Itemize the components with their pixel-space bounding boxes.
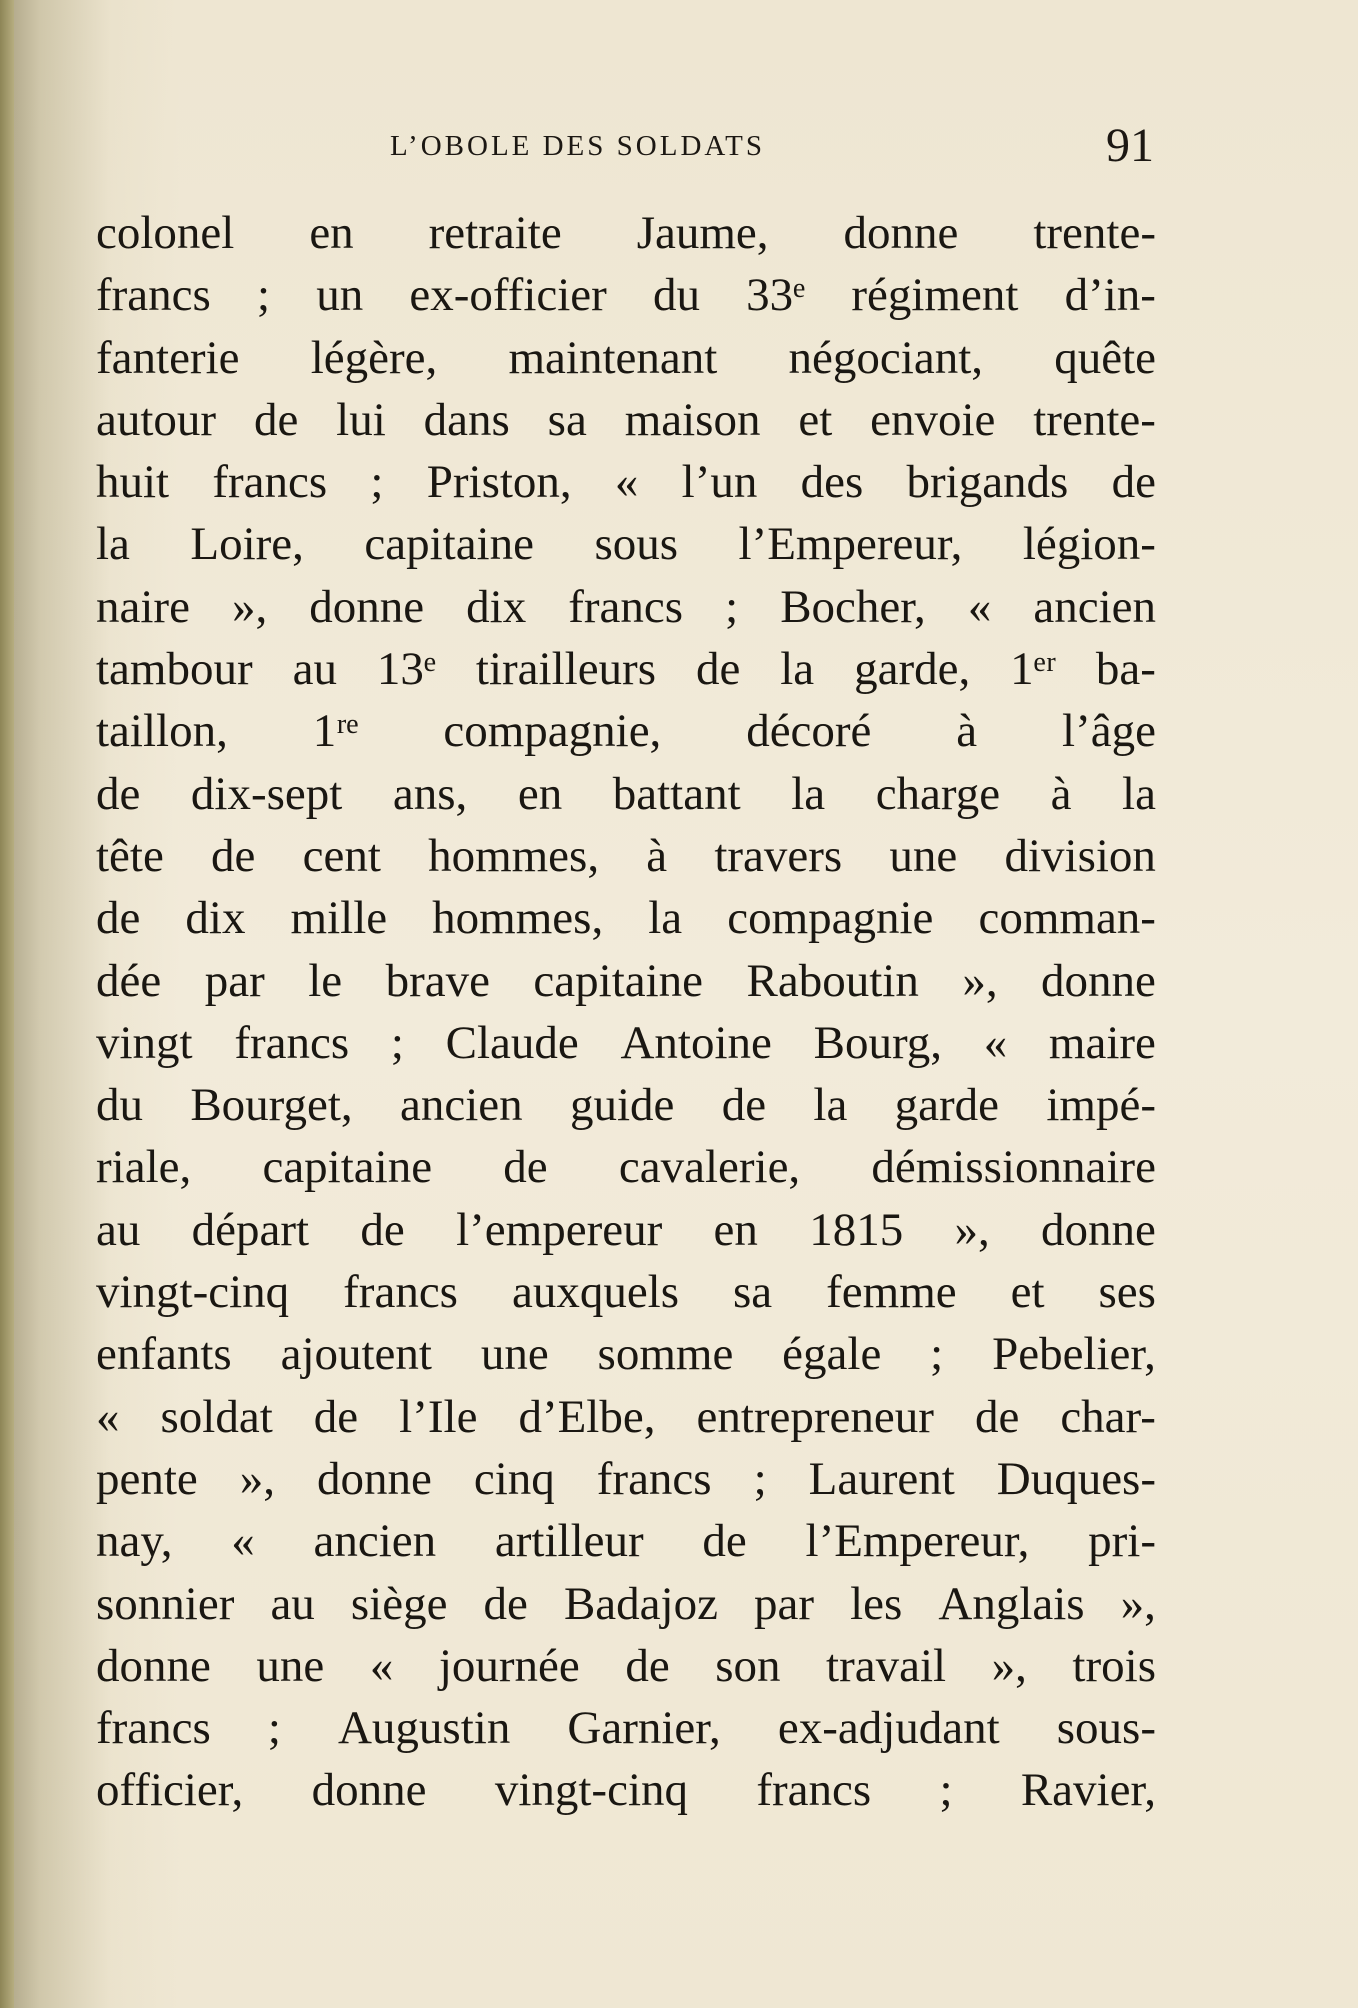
word: légère, — [310, 331, 438, 384]
word: nay, — [96, 1515, 173, 1568]
text-line — [96, 264, 1156, 326]
word: naire — [96, 580, 190, 633]
word: maison — [624, 393, 761, 446]
word: officier, — [96, 1764, 244, 1817]
word: somme — [597, 1328, 734, 1381]
word: d’in- — [1064, 269, 1156, 322]
text-line — [96, 576, 1156, 638]
word: ; — [370, 456, 384, 509]
text-line — [96, 1573, 1156, 1635]
word: départ — [191, 1203, 310, 1256]
word: l’Empereur, — [738, 518, 963, 571]
word: vingt-cinq — [96, 1266, 290, 1319]
word: en — [517, 767, 563, 820]
word: auxquels — [511, 1266, 680, 1319]
word: », — [962, 954, 998, 1007]
word: au — [96, 1203, 141, 1256]
word: une — [480, 1328, 549, 1381]
word: en — [713, 1203, 758, 1256]
word: une — [256, 1639, 325, 1692]
word: donne — [1041, 954, 1156, 1007]
text-line — [96, 513, 1156, 575]
word: sonnier — [96, 1577, 235, 1630]
word: battant — [612, 767, 741, 820]
word: au — [292, 643, 337, 696]
word: », — [1120, 1577, 1156, 1630]
word: capitaine — [364, 518, 534, 571]
word: Loire, — [190, 518, 304, 571]
word: de — [360, 1203, 405, 1256]
word: à — [1050, 767, 1072, 820]
text-line — [96, 1759, 1156, 1821]
word: ex-adjudant — [777, 1702, 1000, 1755]
book-gutter-shadow — [0, 0, 14, 2008]
word: à — [646, 829, 668, 882]
word: d’Elbe, — [518, 1390, 656, 1443]
word: Badajoz — [563, 1577, 718, 1630]
word: mille — [290, 892, 388, 945]
word: « — [231, 1515, 255, 1568]
word: ajoutent — [280, 1328, 432, 1381]
word: dix — [185, 892, 246, 945]
word: légion- — [1022, 518, 1156, 571]
word: les — [850, 1577, 903, 1630]
word: travers — [714, 829, 843, 882]
word: Garnier, — [567, 1702, 721, 1755]
word: ans, — [392, 767, 468, 820]
word: ; — [267, 1702, 281, 1755]
word: sous — [594, 518, 679, 571]
word: donne — [1041, 1203, 1156, 1256]
word: maire — [1048, 1016, 1156, 1069]
word: tirailleurs — [475, 643, 656, 696]
text-line — [96, 950, 1156, 1012]
word: donne — [317, 1452, 432, 1505]
word: pri- — [1088, 1515, 1156, 1568]
word: hommes, — [432, 892, 604, 945]
text-line — [96, 451, 1156, 513]
word: soldat — [160, 1390, 273, 1443]
word: sa — [733, 1266, 773, 1319]
word: la — [1122, 767, 1156, 820]
running-head: L’OBOLE DES SOLDATS — [390, 130, 765, 162]
word: cavalerie, — [618, 1141, 801, 1194]
word: francs — [568, 580, 684, 633]
word: ; — [725, 580, 739, 633]
word: décoré — [746, 705, 872, 758]
word: retraite — [428, 207, 562, 259]
word: 33ᵉ — [746, 269, 806, 322]
word: de — [625, 1639, 670, 1692]
word: ; — [939, 1764, 953, 1817]
word: l’Ile — [399, 1390, 478, 1443]
word: de — [1111, 456, 1156, 509]
word: donne — [96, 1639, 211, 1692]
word: fanterie — [96, 331, 240, 384]
word: Laurent — [808, 1452, 955, 1505]
word: « — [96, 1390, 120, 1443]
word: francs — [596, 1452, 712, 1505]
word: « — [967, 580, 992, 633]
text-line — [96, 1012, 1156, 1074]
word: entrepreneur — [696, 1390, 934, 1443]
word: francs — [343, 1266, 458, 1319]
word: « — [614, 456, 639, 509]
word: cent — [302, 829, 381, 882]
word: la — [780, 643, 815, 696]
word: une — [889, 829, 958, 882]
text-line — [96, 1510, 1156, 1572]
word: et — [1010, 1266, 1045, 1319]
word: donne — [843, 207, 959, 259]
word: », — [231, 580, 268, 633]
word: siège — [350, 1577, 448, 1630]
text-line — [96, 1323, 1156, 1385]
word: sous- — [1056, 1702, 1156, 1755]
word: pente — [96, 1452, 198, 1505]
word: capitaine — [533, 954, 704, 1007]
word: ; — [256, 269, 271, 322]
word: démissionnaire — [871, 1141, 1156, 1194]
word: Anglais — [938, 1577, 1085, 1630]
word: de — [721, 1079, 767, 1132]
word: Claude — [445, 1016, 579, 1069]
text-line — [96, 1386, 1156, 1448]
word: Bourget, — [190, 1079, 353, 1132]
word: Ravier, — [1020, 1764, 1156, 1817]
word: ; — [753, 1452, 767, 1505]
word: Raboutin — [746, 954, 919, 1007]
word: l’empereur — [456, 1203, 663, 1256]
word: la — [648, 892, 683, 945]
word: « — [983, 1016, 1008, 1069]
text-line — [96, 825, 1156, 887]
word: riale, — [96, 1141, 192, 1194]
word: dans — [423, 393, 510, 446]
word: trente- — [1033, 393, 1156, 446]
word: dée — [96, 954, 162, 1007]
word: égale — [782, 1328, 882, 1381]
word: négociant, — [788, 331, 983, 384]
word: de — [96, 892, 141, 945]
word: femme — [826, 1266, 957, 1319]
text-line — [96, 700, 1156, 762]
word: Bocher, — [780, 580, 926, 633]
word: garde, — [854, 643, 971, 696]
word: lui — [336, 393, 386, 446]
word: 13ᵉ — [376, 643, 436, 696]
word: Duques- — [996, 1452, 1156, 1505]
word: du — [96, 1079, 143, 1132]
word: son — [715, 1639, 781, 1692]
word: impé- — [1046, 1079, 1156, 1132]
word: travail — [826, 1639, 947, 1692]
body-text — [96, 202, 1156, 1822]
page-number: 91 — [1106, 119, 1154, 172]
word: enfants — [96, 1328, 232, 1381]
word: hommes, — [428, 829, 600, 882]
word: char- — [1060, 1390, 1156, 1443]
word: de — [695, 643, 741, 696]
word: de — [483, 1577, 528, 1630]
word: des — [800, 456, 864, 509]
word: taillon, — [96, 705, 228, 758]
word: au — [270, 1577, 315, 1630]
text-line — [96, 763, 1156, 825]
word: la — [813, 1079, 848, 1132]
word: ancien — [313, 1515, 437, 1568]
word: régiment — [851, 269, 1019, 322]
word: 1815 — [809, 1203, 904, 1256]
word: tambour — [96, 643, 253, 696]
word: trente- — [1033, 207, 1156, 259]
text-line — [96, 887, 1156, 949]
word: francs — [96, 1702, 211, 1755]
word: de — [96, 767, 141, 820]
word: dix-sept — [190, 767, 343, 820]
word: ancien — [1033, 580, 1156, 633]
word: compagnie, — [443, 705, 662, 758]
word: 1ᵉʳ — [1010, 643, 1056, 696]
word: quête — [1054, 331, 1156, 384]
word: Jaume, — [636, 207, 769, 259]
word: colonel — [96, 207, 235, 259]
word: dix — [466, 580, 527, 633]
word: Pebelier, — [992, 1328, 1156, 1381]
word: de — [211, 829, 256, 882]
word: brave — [385, 954, 490, 1007]
word: francs — [756, 1764, 872, 1817]
word: la — [96, 518, 130, 571]
word: l’Empereur, — [805, 1515, 1030, 1568]
word: cinq — [473, 1452, 555, 1505]
word: compagnie — [727, 892, 934, 945]
text-line — [96, 327, 1156, 389]
word: », — [954, 1203, 990, 1256]
text-line — [96, 1448, 1156, 1510]
text-line — [96, 1635, 1156, 1697]
word: Bourg, — [813, 1016, 942, 1069]
word: autour — [96, 393, 217, 446]
word: de — [253, 393, 299, 446]
word: », — [991, 1639, 1027, 1692]
word: 1ʳᵉ — [312, 705, 359, 758]
word: garde — [894, 1079, 1000, 1132]
text-line — [96, 1697, 1156, 1759]
word: francs — [96, 269, 211, 322]
word: artilleur — [494, 1515, 644, 1568]
word: par — [204, 954, 265, 1007]
word: vingt-cinq — [494, 1764, 688, 1817]
word: trois — [1072, 1639, 1156, 1692]
word: francs — [212, 456, 328, 509]
word: comman- — [978, 892, 1156, 945]
word: Augustin — [337, 1702, 511, 1755]
word: ancien — [399, 1079, 523, 1132]
word: journée — [438, 1639, 580, 1692]
word: donne — [311, 1764, 427, 1817]
word: capitaine — [262, 1141, 433, 1194]
word: par — [754, 1577, 815, 1630]
word: envoie — [870, 393, 996, 446]
word: à — [956, 705, 978, 758]
word: de — [702, 1515, 747, 1568]
word: de — [974, 1390, 1020, 1443]
text-line — [96, 1261, 1156, 1323]
word: ; — [390, 1016, 404, 1069]
word: division — [1004, 829, 1156, 882]
word: « — [369, 1639, 394, 1692]
word: et — [798, 393, 833, 446]
text-line — [96, 1199, 1156, 1261]
word: Antoine — [620, 1016, 772, 1069]
word: ex-officier — [409, 269, 607, 322]
word: ba- — [1095, 643, 1156, 696]
word: huit — [96, 456, 170, 509]
word: la — [791, 767, 826, 820]
word: le — [308, 954, 343, 1007]
word: guide — [569, 1079, 675, 1132]
text-line — [96, 638, 1156, 700]
word: un — [316, 269, 364, 322]
word: ; — [930, 1328, 944, 1381]
word: l’âge — [1062, 705, 1156, 758]
word: », — [239, 1452, 276, 1505]
word: maintenant — [508, 331, 718, 384]
text-line — [96, 1136, 1156, 1198]
word: l’un — [681, 456, 758, 509]
word: francs — [234, 1016, 350, 1069]
word: de — [313, 1390, 359, 1443]
word: tête — [96, 829, 164, 882]
text-line — [96, 1074, 1156, 1136]
text-line — [96, 389, 1156, 451]
word: brigands — [906, 456, 1069, 509]
word: de — [503, 1141, 548, 1194]
word: sa — [547, 393, 587, 446]
word: vingt — [96, 1016, 193, 1069]
word: donne — [309, 580, 425, 633]
word: charge — [875, 767, 1001, 820]
word: ses — [1098, 1266, 1156, 1319]
word: Priston, — [426, 456, 572, 509]
word: du — [652, 269, 700, 322]
text-line — [96, 202, 1156, 264]
word: en — [309, 207, 354, 259]
